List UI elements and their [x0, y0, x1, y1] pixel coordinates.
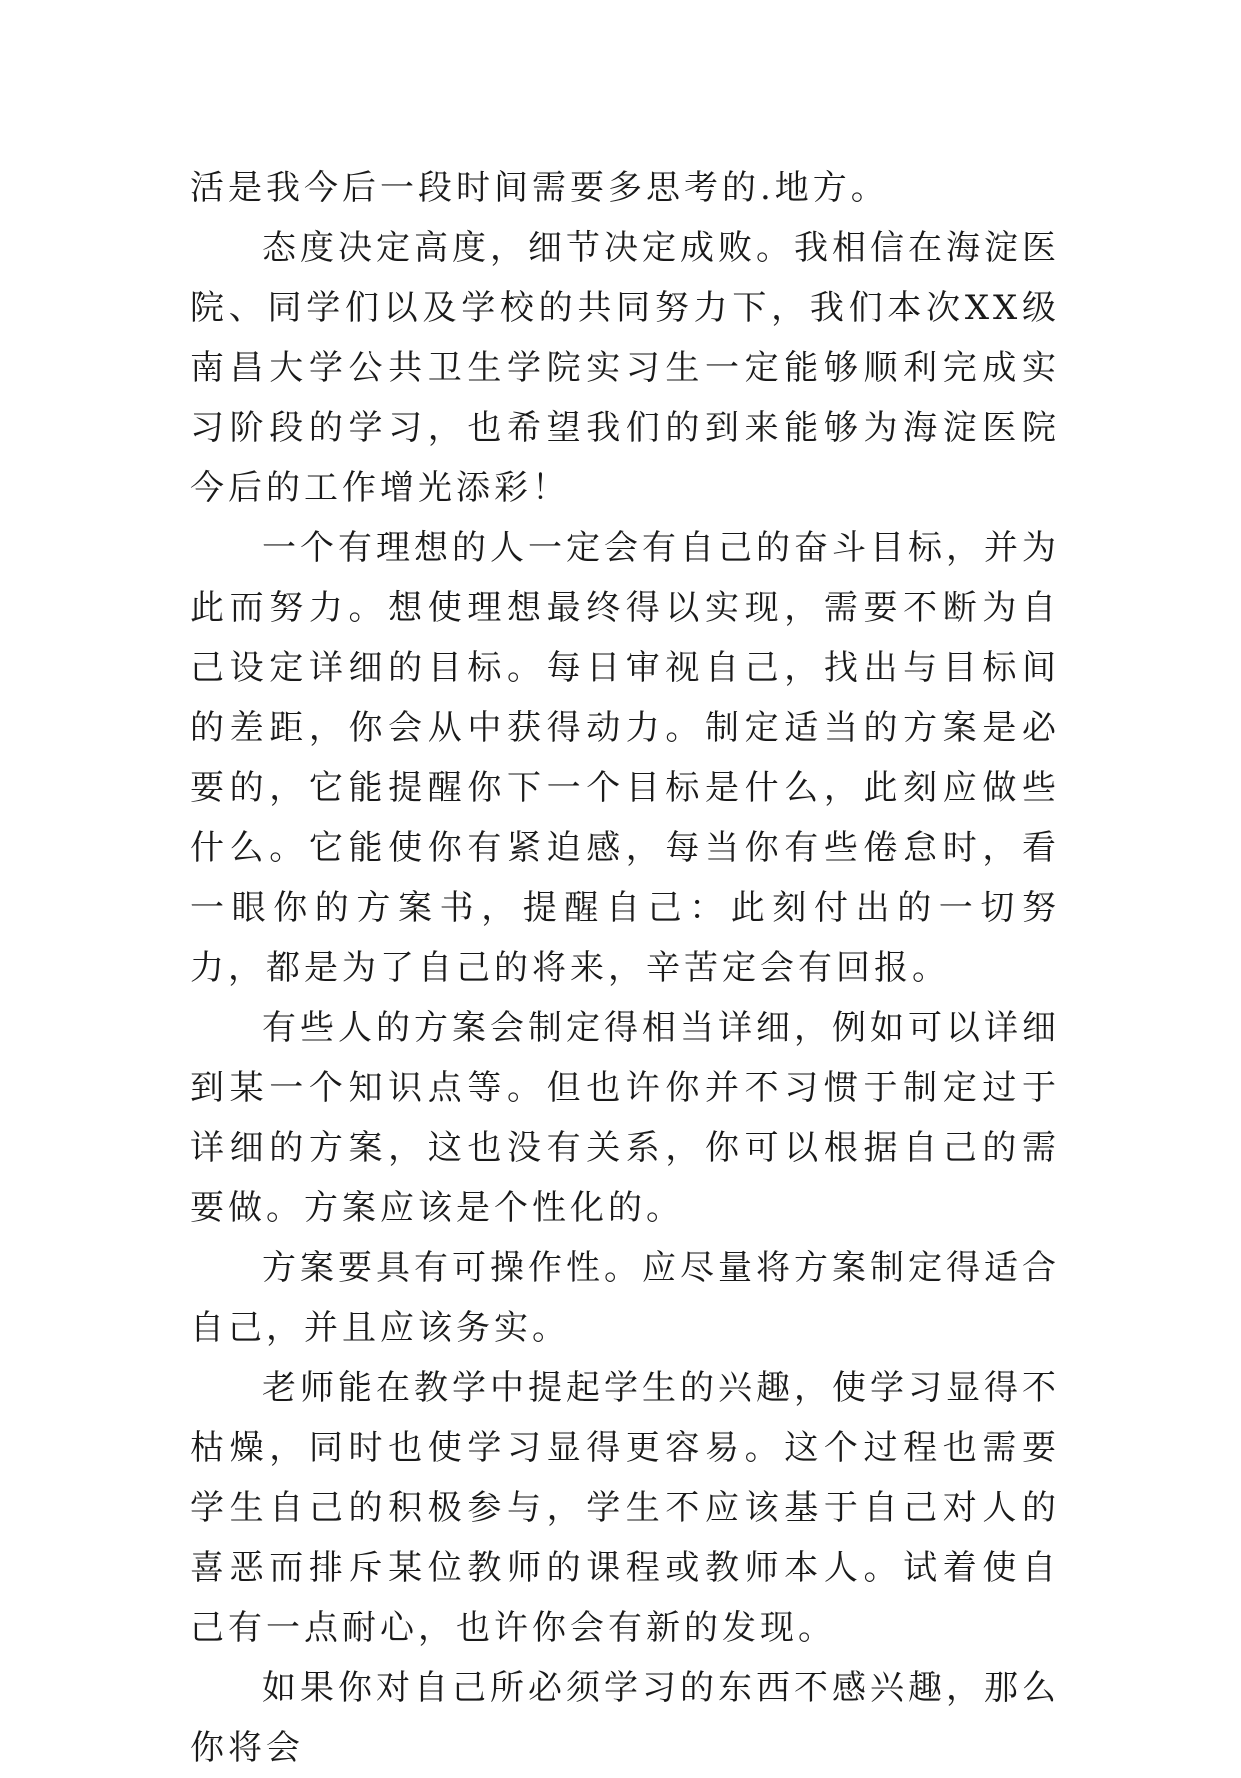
- paragraph-continuation: 活是我今后一段时间需要多思考的.地方。: [190, 168, 889, 208]
- document-body: [190, 158, 1060, 1778]
- paragraph: 老师能在教学中提起学生的兴趣，使学习显得不枯燥，同时也使学习显得更容易。这个过程也需要学生自己的积极参与，学生不应该基于自己对人的喜恶而排斥某位教师的课程或教师本人。试着使自己有一点耐心，也许你会有新的发现。: [190, 1368, 1060, 1648]
- paragraph: 方案要具有可操作性。应尽量将方案制定得适合自己，并且应该务实。: [190, 1248, 1060, 1348]
- paragraph: 如果你对自己所必须学习的东西不感兴趣，那么你将会: [190, 1668, 1060, 1768]
- paragraph: 态度决定高度，细节决定成败。我相信在海淀医院、同学们以及学校的共同努力下，我们本次XX级南昌大学公共卫生学院实习生一定能够顺利完成实习阶段的学习，也希望我们的到来能够为海淀医院今后的工作增光添彩！: [190, 228, 1060, 508]
- paragraph: 有些人的方案会制定得相当详细，例如可以详细到某一个知识点等。但也许你并不习惯于制定过于详细的方案，这也没有关系，你可以根据自己的需要做。方案应该是个性化的。: [190, 1008, 1060, 1228]
- paragraph: 一个有理想的人一定会有自己的奋斗目标，并为此而努力。想使理想最终得以实现，需要不断为自己设定详细的目标。每日审视自己，找出与目标间的差距，你会从中获得动力。制定适当的方案是必要的，它能提醒你下一个目标是什么，此刻应做些什么。它能使你有紧迫感，每当你有些倦怠时，看一眼你的方案书，提醒自己：此刻付出的一切努力，都是为了自己的将来，辛苦定会有回报。: [190, 528, 1060, 988]
